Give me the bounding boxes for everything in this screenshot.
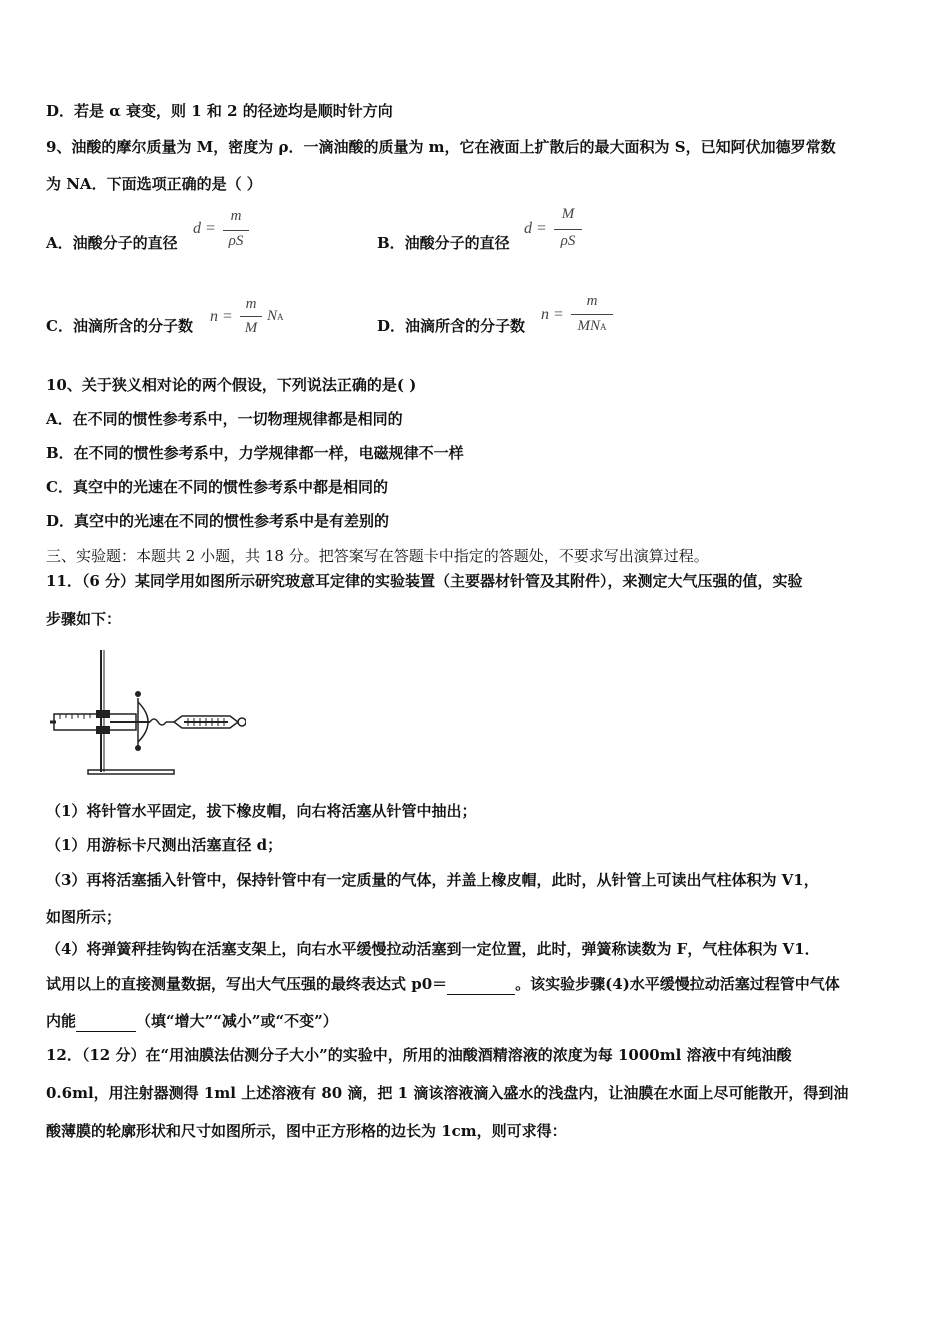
- formula-numerator: m: [230, 208, 242, 224]
- q11-step-4-line-3: [46, 1011, 338, 1032]
- q10-stem: 10、关于狭义相对论的两个假设，下列说法正确的是( ): [46, 376, 417, 394]
- q9-option-c-formula: [210, 296, 300, 346]
- formula-denominator: M: [244, 320, 258, 336]
- q11-step-3-line-1: （3）再将活塞插入针管中，保持针管中有一定质量的气体，并盖上橡皮帽，此时，从针管上可读出气柱体积为 V1，: [46, 871, 819, 889]
- q9-option-a-formula: [193, 208, 263, 258]
- avogadro-symbol: N: [267, 308, 278, 324]
- section-3-heading: 三、实验题：本题共 2 小题，共 18 分。把答案写在答题卡中指定的答题处，不要求写出演算过程。: [46, 547, 709, 565]
- q9-stem-line-2: 为 NA．下面选项正确的是（ ）: [46, 175, 262, 193]
- q9-option-c-label: C．油滴所含的分子数: [46, 317, 193, 335]
- formula-variable: n =: [210, 308, 233, 325]
- formula-denominator: [571, 318, 613, 335]
- formula-numerator: m: [586, 293, 598, 309]
- avogadro-subscript: A: [277, 312, 284, 322]
- formula-numerator: M: [561, 206, 575, 222]
- fraction-bar: [223, 230, 249, 231]
- q11-step-4-text-c: 内能: [46, 1012, 77, 1030]
- q11-step-4-text-b: 。该实验步骤(4)水平缓慢拉动活塞过程管中气体: [515, 975, 840, 993]
- formula-variable: d =: [524, 220, 547, 237]
- q11-step-4-text-d: （填“增大”“减小”或“不变”）: [136, 1012, 338, 1030]
- q11-step-3-line-2: 如图所示；: [46, 908, 122, 926]
- formula-variable: d =: [193, 220, 216, 237]
- q9-option-d-formula: [541, 293, 621, 345]
- syringe-apparatus-figure: [46, 646, 246, 776]
- q10-option-d: D．真空中的光速在不同的惯性参考系中是有差别的: [46, 512, 390, 530]
- q9-stem-line-1: 9、油酸的摩尔质量为 M，密度为 ρ．一滴油酸的质量为 m，它在液面上扩散后的最大面积为 S，已知阿伏加德罗常数: [46, 138, 836, 156]
- formula-variable: n =: [541, 306, 564, 323]
- q9-option-b-label: B．油酸分子的直径: [377, 234, 510, 252]
- q11-step-4-text-a: 试用以上的直接测量数据，写出大气压强的最终表达式 p0＝: [46, 975, 448, 993]
- q11-step-4-line-1: （4）将弹簧秤挂钩钩在活塞支架上，向右水平缓慢拉动活塞到一定位置，此时，弹簧称读数为 F，气柱体积为 V1．: [46, 940, 820, 958]
- q11-stem-line-2: 步骤如下：: [46, 610, 122, 628]
- q10-option-a: A．在不同的惯性参考系中，一切物理规律都是相同的: [46, 410, 403, 428]
- denominator-text: MN: [577, 318, 600, 334]
- denominator-subscript: A: [600, 322, 607, 332]
- support-knob-bottom: [135, 745, 141, 751]
- q9-option-d-label: D．油滴所含的分子数: [377, 317, 526, 335]
- q8-option-d: D．若是 α 衰变，则 1 和 2 的径迹均是顺时针方向: [46, 102, 393, 120]
- fraction-bar: [571, 314, 613, 315]
- q10-option-b: B．在不同的惯性参考系中，力学规律都一样，电磁规律不一样: [46, 444, 464, 462]
- formula-numerator: m: [245, 296, 257, 312]
- answer-blank-pressure: [447, 974, 515, 995]
- formula-avogadro: [267, 308, 284, 325]
- clamp-upper: [96, 710, 110, 718]
- q12-stem-line-1: 12．（12 分）在“用油膜法估测分子大小”的实验中，所用的油酸酒精溶液的浓度为每 1000ml 溶液中有纯油酸: [46, 1046, 792, 1064]
- answer-blank-energy: [76, 1011, 136, 1032]
- q11-step-1: （1）将针管水平固定，拔下橡皮帽，向右将活塞从针管中抽出；: [46, 802, 477, 820]
- q10-option-c: C．真空中的光速在不同的惯性参考系中都是相同的: [46, 478, 388, 496]
- q11-step-4-line-2: [46, 974, 840, 995]
- formula-denominator: ρS: [560, 233, 576, 249]
- support-knob-top: [135, 691, 141, 697]
- q12-stem-line-3: 酸薄膜的轮廓形状和尺寸如图所示，图中正方形格的边长为 1cm，则可求得：: [46, 1122, 567, 1140]
- fraction-bar: [240, 316, 262, 317]
- clamp-lower: [96, 726, 110, 734]
- q11-step-2: （1）用游标卡尺测出活塞直径 d；: [46, 836, 283, 854]
- q9-option-b-formula: [524, 206, 594, 256]
- q9-option-a-label: A．油酸分子的直径: [46, 234, 178, 252]
- hook-icon: [150, 719, 166, 725]
- formula-denominator: ρS: [228, 233, 244, 249]
- q11-stem-line-1: 11．（6 分）某同学用如图所示研究玻意耳定律的实验装置（主要器材针管及其附件），来测定大气压强的值，实验: [46, 572, 803, 590]
- q12-stem-line-2: 0.6ml，用注射器测得 1ml 上述溶液有 80 滴，把 1 滴该溶液滴入盛水的浅盘内，让油膜在水面上尽可能散开，得到油: [46, 1084, 849, 1102]
- fraction-bar: [554, 229, 582, 230]
